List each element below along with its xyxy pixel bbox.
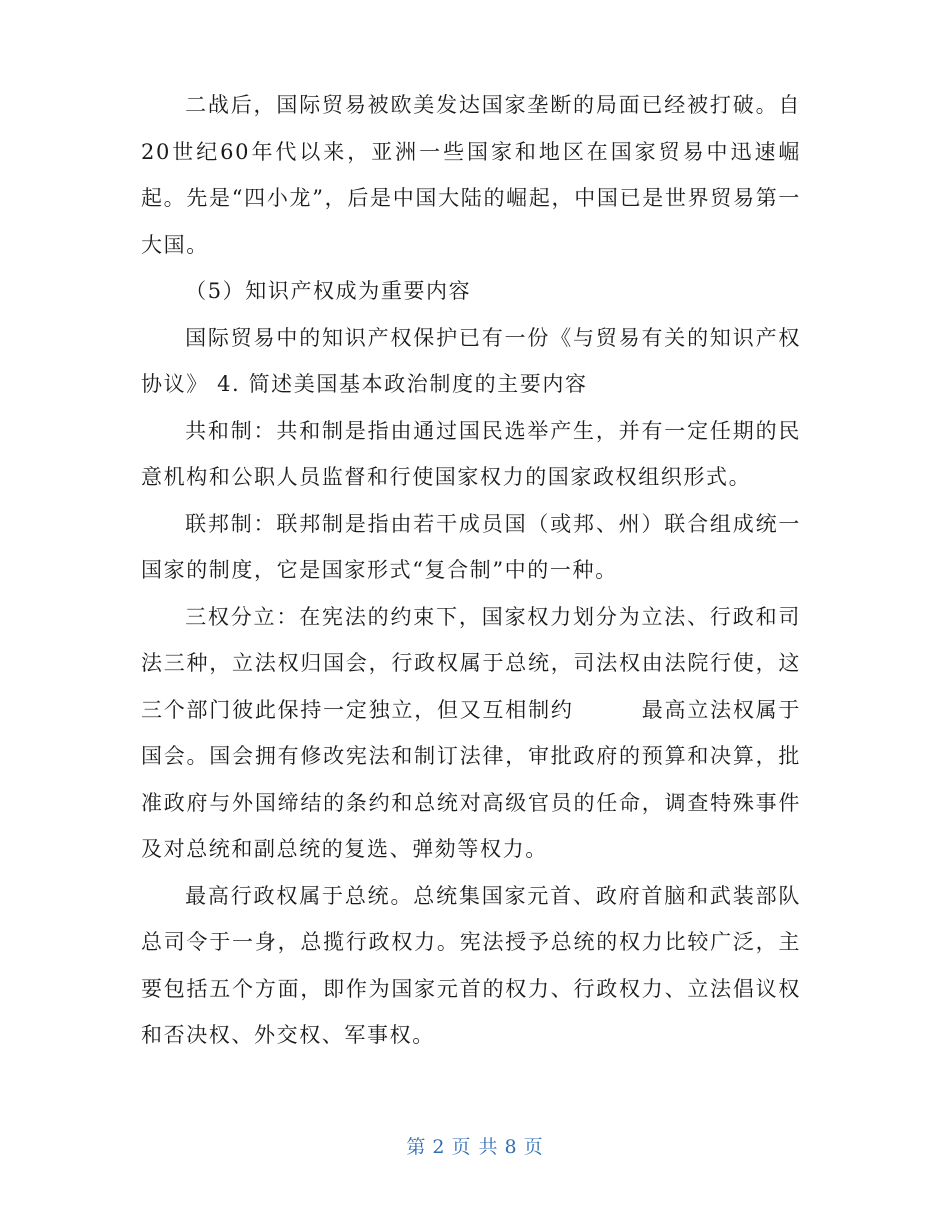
document-body bbox=[141, 82, 801, 1059]
page-footer bbox=[0, 1132, 950, 1159]
footer-page-number: 2 bbox=[432, 1136, 446, 1158]
paragraph-trade-history: 二战后，国际贸易被欧美发达国家垄断的局面已经被打破。自20世纪60年代以来，亚洲一些国家和地区在国家贸易中迅速崛起。先是“四小龙”，后是中国大陆的崛起，中国已是世界贸易第一大国。 bbox=[141, 93, 801, 257]
footer-prefix: 第 bbox=[406, 1136, 427, 1158]
separation-of-powers-text: 三权分立：在宪法的约束下，国家权力划分为立法、行政和司法三种，立法权归国会，行政权属于总统，司法权由法院行使，这三个部门彼此保持一定独立，但又互相制约 bbox=[141, 604, 801, 722]
paragraph-executive-power: 最高行政权属于总统。总统集国家元首、政府首脑和武装部队总司令于一身，总揽行政权力。宪法授予总统的权力比较广泛，主要包括五个方面，即作为国家元首的权力、行政权力、立法倡议权和否决权、外交权、军事权。 bbox=[141, 883, 801, 1047]
footer-suffix: 页 bbox=[523, 1136, 544, 1158]
paragraph-ip-agreement: 国际贸易中的知识产权保护已有一份《与贸易有关的知识产权协议》 4. 简述美国基本政治制度的主要内容 bbox=[141, 325, 801, 396]
footer-middle: 页 共 bbox=[451, 1136, 499, 1158]
section-heading-ip: （5）知识产权成为重要内容 bbox=[185, 279, 472, 303]
legislative-power-text: 最高立法权属于国会。国会拥有修改宪法和制订法律，审批政府的预算和决算，批准政府与外国缔结的条约和总统对高级官员的任命，调查特殊事件及对总统和副总统的复选、弹劾等权力。 bbox=[141, 697, 801, 861]
paragraph-republic: 共和制：共和制是指由通过国民选举产生，并有一定任期的民意机构和公职人员监督和行使国家权力的国家政权组织形式。 bbox=[141, 418, 801, 489]
footer-total-pages: 8 bbox=[504, 1136, 518, 1158]
paragraph-separation-of-powers bbox=[141, 594, 801, 873]
paragraph-federalism: 联邦制：联邦制是指由若干成员国（或邦、州）联合组成统一国家的制度，它是国家形式“复合制”中的一种。 bbox=[141, 511, 801, 582]
